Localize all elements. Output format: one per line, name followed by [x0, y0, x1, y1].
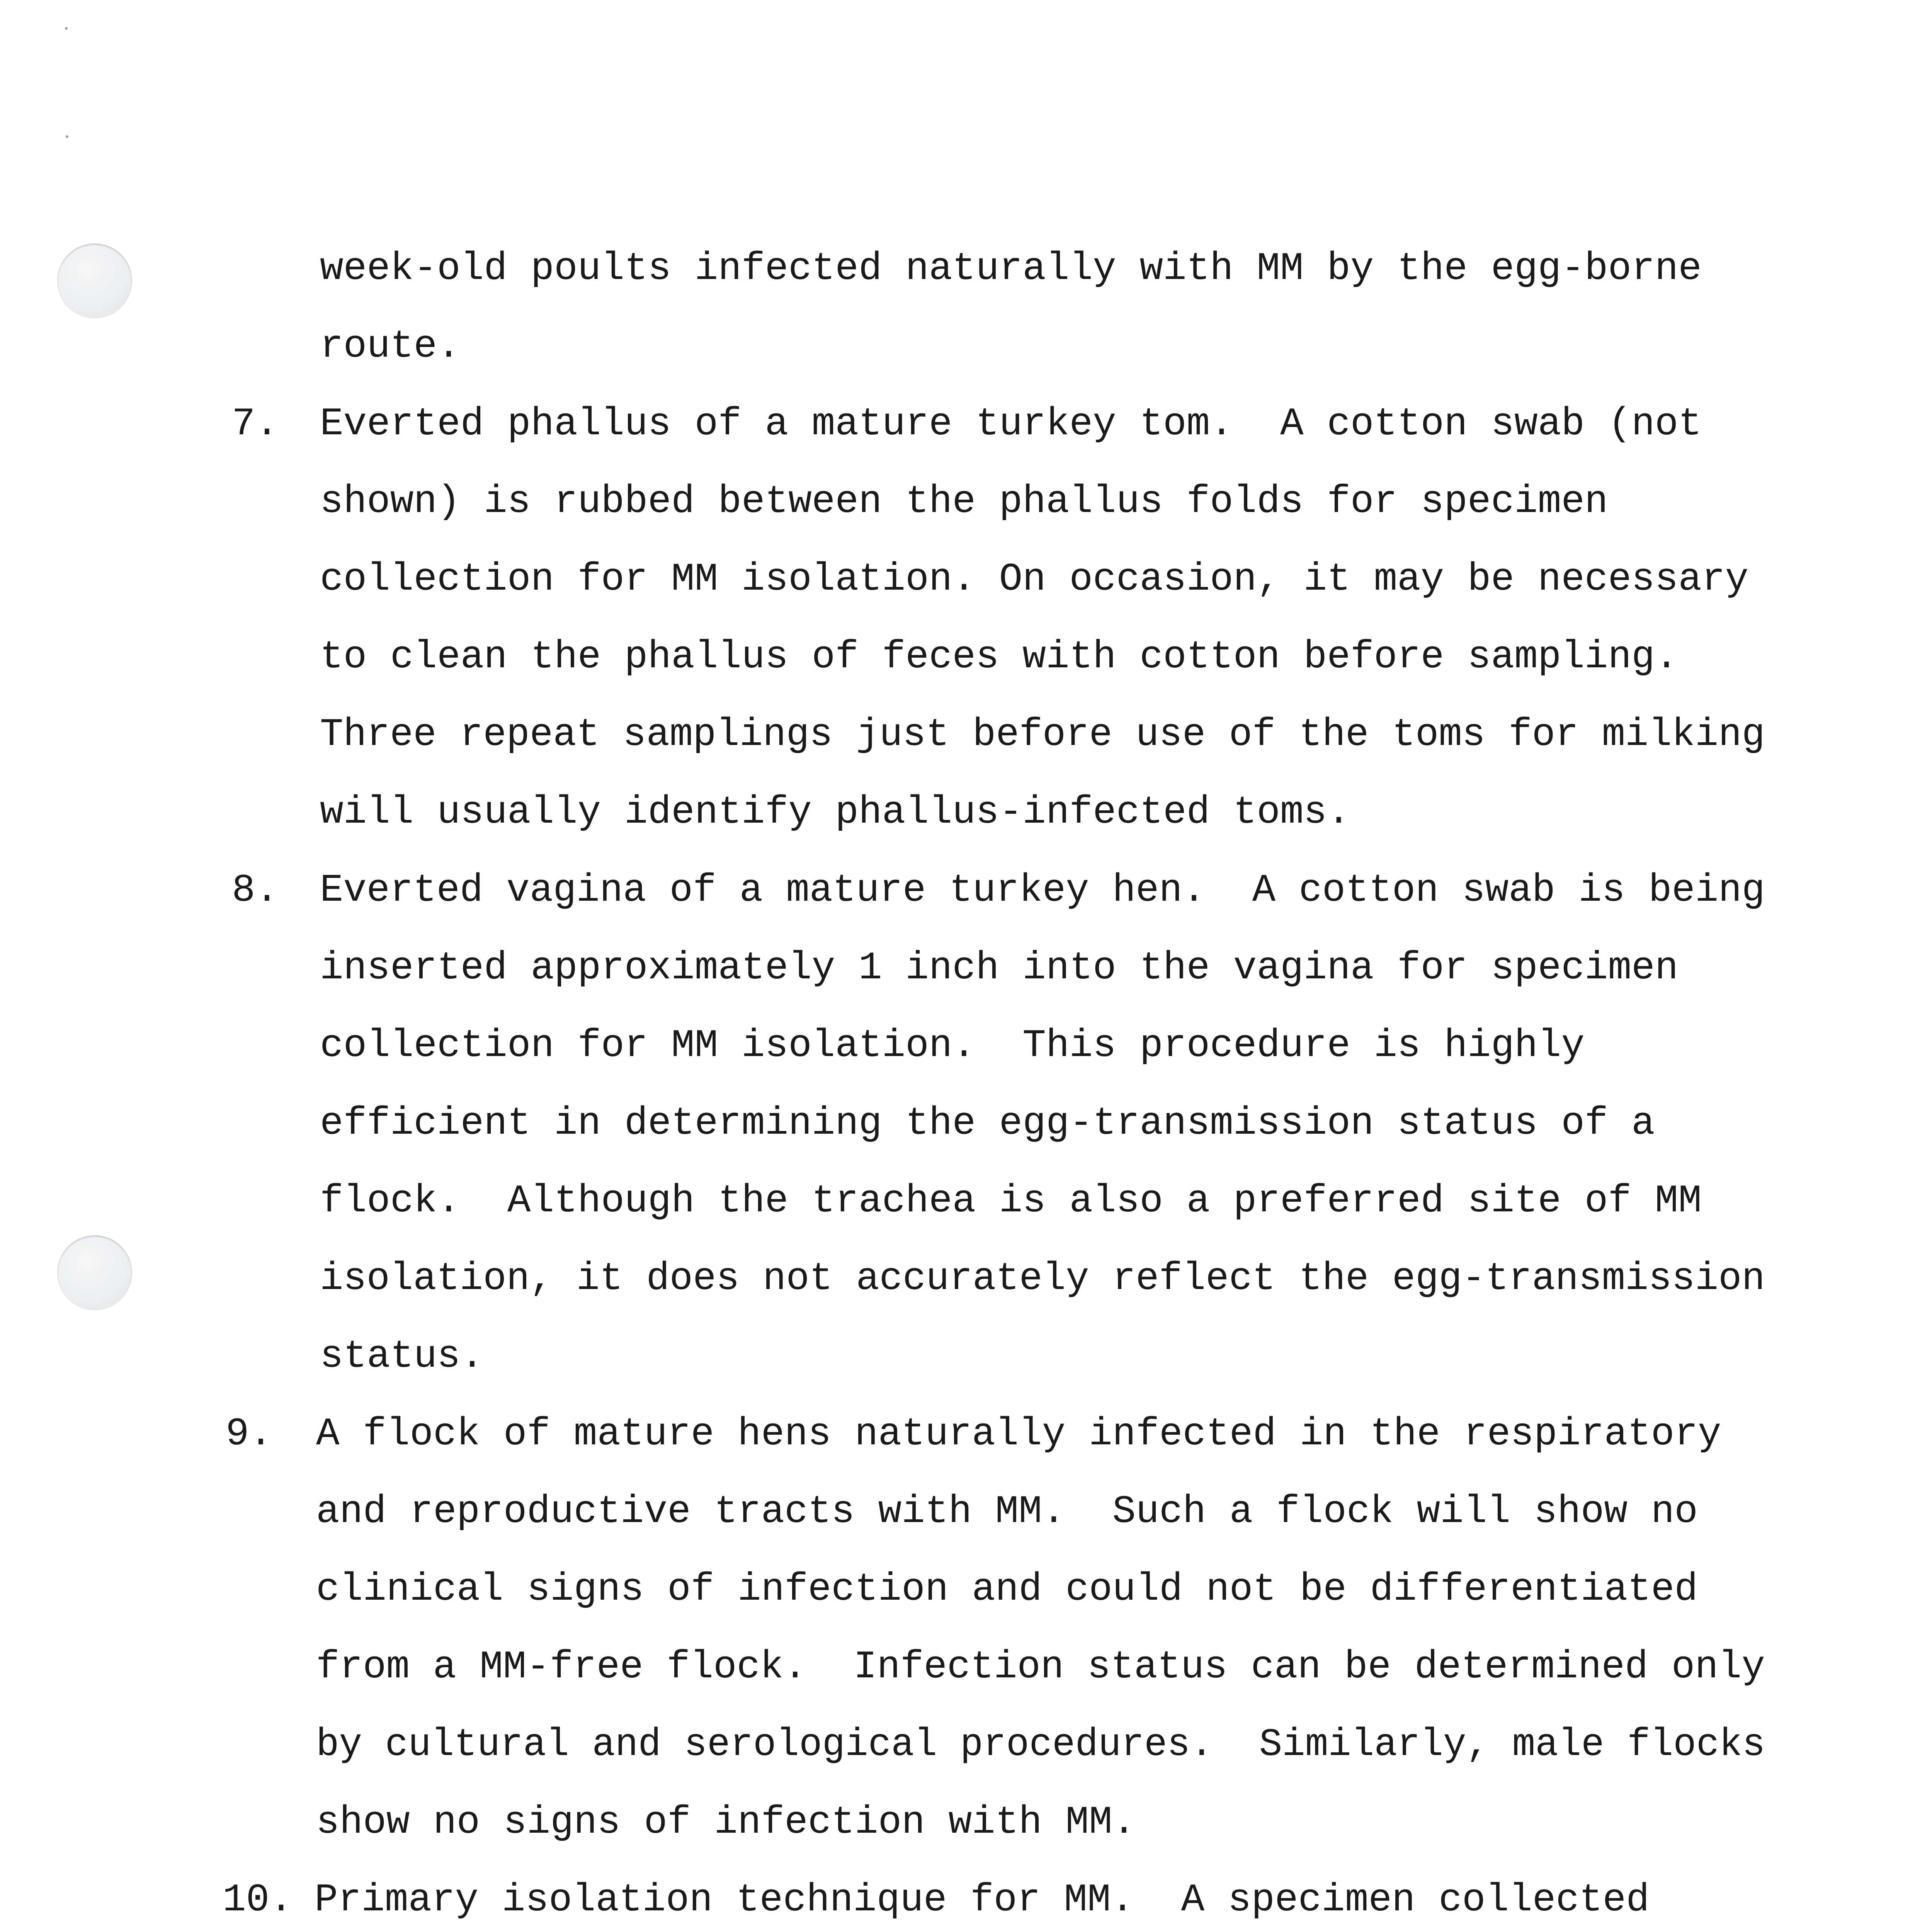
list-number: 9.: [226, 1412, 273, 1456]
list-item-line: A flock of mature hens naturally infected in the respiratory: [316, 1412, 1721, 1456]
list-item-line: by cultural and serological procedures. Similarly, male flocks: [316, 1723, 1765, 1767]
punch-hole-middle: [57, 1235, 132, 1310]
list-item-line: isolation, it does not accurately reflect the egg-transmission: [320, 1257, 1765, 1301]
list-item-line: from a MM-free flock. Infection status can be determined only: [316, 1645, 1765, 1689]
scan-speck: [66, 135, 68, 138]
list-item-line: to clean the phallus of feces with cotton before sampling.: [320, 635, 1679, 679]
list-item-line: inserted approximately 1 inch into the vagina for specimen: [320, 946, 1679, 990]
list-item-line: Everted vagina of a mature turkey hen. A cotton swab is being: [320, 869, 1765, 913]
list-item-line: flock. Although the trachea is also a preferred site of MM: [320, 1179, 1702, 1223]
list-number: 8.: [232, 869, 279, 913]
scan-speck: [65, 27, 68, 30]
list-item-line: collection for MM isolation. On occasion, it may be necessary: [320, 558, 1749, 602]
punch-hole-top: [57, 243, 132, 318]
list-item-line: Three repeat samplings just before use of the toms for milking: [320, 713, 1765, 757]
list-item-line: collection for MM isolation. This procedure is highly: [320, 1024, 1585, 1068]
list-number: 7.: [232, 402, 279, 446]
list-item-line: and reproductive tracts with MM. Such a flock will show no: [316, 1490, 1698, 1534]
list-item-line: show no signs of infection with MM.: [316, 1801, 1136, 1845]
list-item-line: shown) is rubbed between the phallus folds for specimen: [320, 480, 1608, 524]
continuation-line: route.: [320, 325, 461, 369]
list-item-line: status.: [320, 1335, 484, 1379]
list-item-line: Everted phallus of a mature turkey tom. A cotton swab (not: [320, 402, 1702, 446]
continuation-line: week-old poults infected naturally with MM by the egg-borne: [320, 247, 1702, 291]
list-item-line: efficient in determining the egg-transmission status of a: [320, 1102, 1655, 1146]
list-number: 10.: [223, 1878, 293, 1922]
list-item-line: Primary isolation technique for MM. A specimen collected: [315, 1878, 1650, 1922]
list-item-line: clinical signs of infection and could not be differentiated: [316, 1568, 1698, 1612]
list-item-line: will usually identify phallus-infected toms.: [320, 791, 1350, 835]
